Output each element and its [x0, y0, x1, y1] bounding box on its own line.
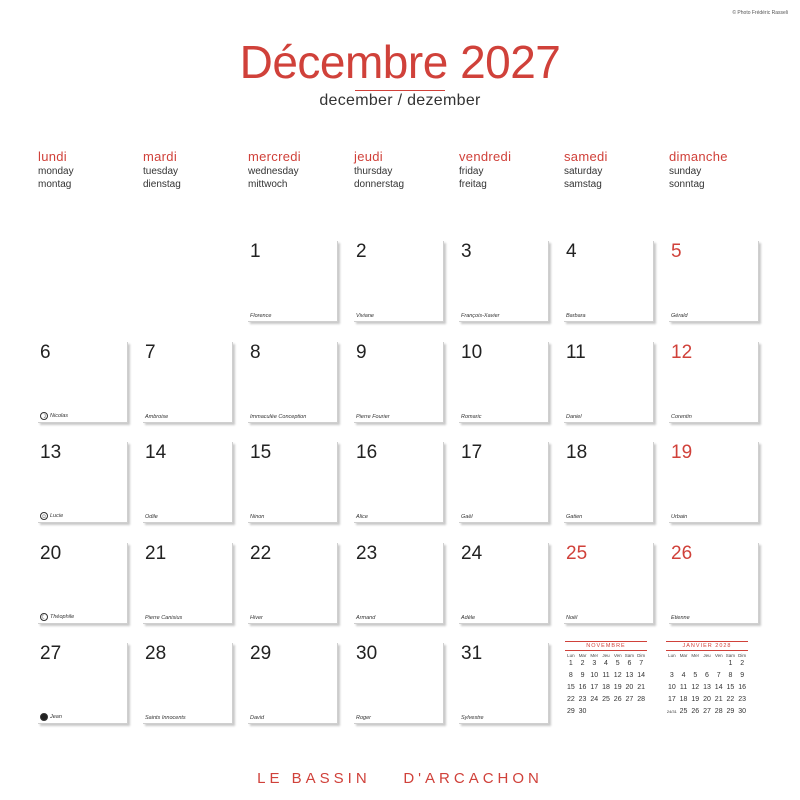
saint-name — [145, 715, 186, 721]
mini-weekday-label: Jeu — [602, 653, 610, 658]
mini-weekday-label: Lun — [567, 653, 575, 658]
saint-name — [461, 313, 500, 319]
mini-day: 25 — [602, 696, 610, 703]
mini-day — [689, 658, 701, 670]
day-number: 18 — [566, 442, 588, 463]
mini-day: 5 — [693, 672, 698, 679]
mini-day: 20 — [625, 684, 634, 691]
mini-calendar-week — [565, 694, 647, 706]
weekday-header-thursday — [354, 149, 454, 191]
day-number: 25 — [566, 543, 588, 564]
saint-label: Saints Innocents — [145, 715, 186, 721]
weekday-fr-label: dimanche — [669, 149, 728, 164]
saint-label: Pierre Fourier — [356, 414, 390, 420]
day-cell[interactable] — [143, 543, 232, 623]
mini-calendar-week — [666, 658, 748, 670]
saint-name — [671, 414, 692, 420]
saint-label: Florence — [250, 313, 272, 319]
saint-name — [671, 615, 690, 621]
weekday-fr-label: vendredi — [459, 149, 512, 164]
weekday-de-label: mittwoch — [248, 179, 288, 190]
day-cell[interactable] — [354, 241, 443, 321]
day-cell[interactable] — [38, 342, 127, 422]
day-cell[interactable] — [459, 442, 548, 522]
mini-day: 8 — [728, 672, 733, 679]
day-number: 12 — [671, 342, 693, 363]
mini-calendar-week — [666, 694, 748, 706]
day-number: 16 — [356, 442, 378, 463]
saint-name — [461, 715, 484, 721]
day-number: 28 — [145, 643, 167, 664]
mini-day: 20 — [703, 696, 711, 703]
day-number: 6 — [40, 342, 51, 363]
page-title: Décembre 2027 — [239, 36, 561, 88]
mini-weekday-label: Sam — [624, 653, 635, 658]
mini-day: 12 — [691, 684, 700, 691]
day-cell[interactable] — [143, 342, 232, 422]
day-cell[interactable] — [669, 342, 758, 422]
saint-label: Corentin — [671, 414, 692, 420]
mini-day: 30 — [738, 708, 747, 715]
mini-calendar-week — [666, 670, 748, 682]
weekday-de-label: montag — [38, 179, 72, 190]
day-box — [38, 342, 128, 423]
mini-day: 26 — [691, 708, 700, 715]
mini-weekday-label: Dim — [637, 653, 646, 658]
saint-label: Daniel — [566, 414, 582, 420]
saint-label: Gérald — [671, 313, 688, 319]
saint-name — [566, 615, 577, 621]
mini-calendar-week — [565, 670, 647, 682]
mini-day: 12 — [613, 672, 622, 679]
saint-label: Noël — [566, 615, 578, 621]
day-number: 31 — [461, 643, 483, 664]
mini-day: 13 — [625, 672, 634, 679]
footer-caption: LE BASSIN D'ARCACHON — [257, 770, 543, 787]
mini-day: 24 — [590, 696, 599, 703]
mini-weekday-label: Mer — [590, 653, 599, 658]
saint-name — [250, 414, 306, 420]
day-box — [354, 241, 444, 322]
mini-day: 28 — [637, 696, 646, 703]
mini-day: 6 — [705, 672, 709, 679]
mini-day: 29 — [726, 708, 735, 715]
mini-day: 30 — [578, 708, 587, 715]
mini-day: 11 — [602, 672, 610, 679]
day-cell[interactable] — [354, 342, 443, 422]
weekday-en-label: monday — [38, 166, 74, 177]
full-moon-icon — [40, 713, 48, 721]
day-box — [248, 342, 338, 423]
mini-day: 13 — [703, 684, 711, 691]
last-quarter-icon: ☾ — [41, 615, 47, 621]
mini-day — [713, 658, 725, 670]
mini-day: 21 — [714, 696, 723, 703]
mini-day: 11 — [679, 684, 688, 691]
day-number: 14 — [145, 442, 167, 463]
saint-name — [356, 414, 390, 420]
saint-name — [461, 615, 475, 621]
saint-name — [671, 313, 688, 319]
day-box — [669, 241, 759, 322]
day-cell[interactable] — [564, 342, 653, 422]
mini-day: 1 — [568, 660, 573, 667]
mini-day — [612, 706, 624, 718]
mini-weekday-label: Jeu — [703, 653, 711, 658]
mini-day — [666, 658, 678, 670]
mini-calendar-week — [565, 658, 647, 670]
mini-day: 8 — [568, 672, 573, 679]
weekday-header-friday — [459, 149, 559, 191]
saint-name — [40, 713, 62, 721]
day-box — [354, 342, 444, 423]
day-number: 27 — [40, 643, 62, 664]
day-box — [564, 241, 654, 322]
day-number: 2 — [356, 241, 367, 262]
saint-label: David — [250, 715, 265, 721]
page-subtitle: december / dezember — [319, 92, 481, 109]
saint-name — [145, 615, 182, 621]
day-number: 20 — [40, 543, 62, 564]
saint-label: Etienne — [671, 615, 690, 621]
day-cell[interactable] — [564, 241, 653, 321]
saint-label: Pierre Canisius — [145, 615, 183, 621]
mini-day: 17 — [667, 696, 676, 703]
mini-day: 16 — [578, 684, 587, 691]
mini-day: 4 — [604, 660, 608, 667]
saint-label: Roger — [356, 715, 371, 721]
weekday-fr-label: lundi — [38, 149, 67, 164]
weekday-en-label: thursday — [354, 166, 393, 177]
saint-name — [40, 512, 63, 520]
day-cell[interactable] — [459, 241, 548, 321]
saint-name — [461, 414, 481, 420]
day-number: 21 — [145, 543, 167, 564]
mini-weekday-label: Mar — [679, 653, 688, 658]
mini-weekday-label: Lun — [668, 653, 676, 658]
mini-day: 1 — [728, 660, 733, 667]
day-cell[interactable] — [38, 442, 127, 522]
weekday-fr-label: samedi — [564, 149, 608, 164]
mini-day: 29 — [566, 708, 575, 715]
day-cell[interactable] — [248, 643, 337, 723]
photo-credit: © Photo Frédéric Rasseli — [732, 10, 788, 16]
saint-name — [145, 414, 168, 420]
day-number: 4 — [566, 241, 577, 262]
weekday-header-monday — [38, 149, 138, 191]
weekday-de-label: dienstag — [143, 179, 181, 190]
day-cell[interactable] — [669, 241, 758, 321]
day-number: 29 — [250, 643, 272, 664]
day-number: 30 — [356, 643, 378, 664]
saint-label: Gatien — [566, 514, 583, 520]
mini-calendar-title: NOVEMBRE — [565, 641, 647, 651]
mini-day: 19 — [613, 684, 622, 691]
day-number: 23 — [356, 543, 378, 564]
mini-day: 6 — [627, 660, 632, 667]
mini-day: 3 — [669, 672, 674, 679]
saint-name — [566, 313, 586, 319]
mini-day: 5 — [615, 660, 620, 667]
saint-name — [250, 514, 264, 520]
new-moon-icon: ☽ — [41, 414, 47, 420]
weekday-en-label: saturday — [564, 166, 603, 177]
day-cell[interactable] — [669, 442, 758, 522]
day-number: 7 — [145, 342, 156, 363]
saint-name — [566, 514, 582, 520]
mini-calendar-title: JANVIER 2028 — [666, 641, 748, 651]
saint-label: Viviane — [356, 313, 374, 319]
weekday-fr-label: jeudi — [354, 149, 383, 164]
mini-weekday-label: Dim — [738, 653, 747, 658]
mini-day — [701, 658, 713, 670]
day-number: 19 — [671, 442, 693, 463]
mini-day: 21 — [637, 684, 646, 691]
saint-label: Armand — [356, 615, 376, 621]
saint-name — [461, 514, 473, 520]
day-cell[interactable] — [248, 442, 337, 522]
saint-label: Hiver — [250, 615, 263, 621]
saint-label: Odile — [145, 514, 158, 520]
day-cell[interactable] — [248, 241, 337, 321]
saint-label: Théophile — [50, 614, 75, 620]
mini-day: 3 — [592, 660, 597, 667]
saint-label: Gaël — [461, 514, 473, 520]
day-number: 9 — [356, 342, 367, 363]
saint-name — [40, 412, 68, 420]
mini-day: 2 — [580, 660, 585, 667]
day-cell[interactable] — [143, 442, 232, 522]
weekday-header-sunday — [669, 149, 769, 191]
weekday-fr-label: mardi — [143, 149, 178, 164]
day-cell[interactable] — [459, 643, 548, 723]
mini-day: 15 — [726, 684, 735, 691]
mini-weekday-label: Ven — [613, 653, 622, 658]
mini-weekday-label: Ven — [714, 653, 723, 658]
day-cell[interactable] — [354, 543, 443, 623]
mini-day: 18 — [602, 684, 610, 691]
weekday-de-label: samstag — [564, 179, 602, 190]
day-number: 11 — [566, 342, 586, 363]
saint-name — [250, 313, 271, 319]
mini-calendar — [565, 641, 647, 718]
mini-day — [678, 658, 690, 670]
day-number: 24 — [461, 543, 483, 564]
saint-label: Adèle — [461, 615, 476, 621]
weekday-en-label: tuesday — [143, 166, 179, 177]
day-number: 10 — [461, 342, 483, 363]
saint-name — [566, 414, 582, 420]
saint-name — [250, 615, 263, 621]
weekday-de-label: donnerstag — [354, 179, 405, 190]
day-number: 22 — [250, 543, 272, 564]
mini-day: 19 — [691, 696, 700, 703]
weekday-de-label: freitag — [459, 179, 487, 190]
saint-label: Ninon — [250, 514, 265, 520]
saint-label: Ambroise — [145, 414, 169, 420]
day-box — [143, 342, 233, 423]
day-cell[interactable] — [248, 543, 337, 623]
saint-label: Lucie — [50, 513, 64, 519]
mini-day: 14 — [637, 672, 646, 679]
mini-calendar-week — [666, 706, 748, 718]
mini-weekday-label: Mar — [578, 653, 587, 658]
mini-day: 26 — [613, 696, 622, 703]
weekday-fr-label: mercredi — [248, 149, 301, 164]
mini-calendar-weekdays — [666, 651, 748, 658]
day-cell[interactable] — [248, 342, 337, 422]
saint-label: Nicolas — [50, 413, 69, 419]
day-cell[interactable] — [38, 543, 127, 623]
mini-calendar-weekdays — [565, 651, 647, 658]
day-number: 1 — [250, 241, 261, 262]
day-number: 3 — [461, 241, 472, 262]
saint-name — [250, 715, 264, 721]
saint-name — [671, 514, 687, 520]
mini-calendar-week — [666, 682, 748, 694]
mini-day — [588, 706, 600, 718]
mini-day: 2 — [740, 660, 745, 667]
day-number: 17 — [461, 442, 483, 463]
saint-name — [145, 514, 158, 520]
day-cell[interactable] — [354, 442, 443, 522]
weekday-de-label: sonntag — [669, 179, 705, 190]
day-cell[interactable] — [354, 643, 443, 723]
mini-day: 4 — [681, 672, 686, 679]
mini-day: 9 — [740, 672, 745, 679]
mini-weekday-label: Mer — [691, 653, 700, 658]
mini-day: 27 — [703, 708, 711, 715]
weekday-en-label: friday — [459, 166, 484, 177]
day-cell[interactable] — [564, 543, 653, 623]
day-cell[interactable] — [38, 643, 127, 723]
mini-weekday-label: Sam — [725, 653, 736, 658]
day-number: 5 — [671, 241, 682, 262]
mini-day — [635, 706, 647, 718]
mini-day: 23 — [738, 696, 747, 703]
mini-calendar-week — [565, 682, 647, 694]
mini-day: 15 — [566, 684, 575, 691]
day-number: 15 — [250, 442, 272, 463]
saint-name — [356, 615, 375, 621]
saint-label: Sylvestre — [461, 715, 484, 721]
saint-label: Romaric — [461, 414, 482, 420]
mini-day: 25 — [679, 708, 688, 715]
day-cell[interactable] — [459, 543, 548, 623]
day-box — [459, 241, 549, 322]
saint-name — [356, 514, 368, 520]
mini-day — [600, 706, 612, 718]
mini-day: 7 — [639, 660, 644, 667]
weekday-header-wednesday — [248, 149, 348, 191]
first-quarter-icon: ☺ — [41, 514, 48, 520]
title-underline — [355, 90, 445, 91]
mini-day: 22 — [566, 696, 575, 703]
mini-day: 18 — [679, 696, 688, 703]
day-cell[interactable] — [143, 643, 232, 723]
day-number: 8 — [250, 342, 261, 363]
weekday-en-label: sunday — [669, 166, 702, 177]
mini-calendar — [666, 641, 748, 718]
mini-calendar-week — [565, 706, 647, 718]
weekday-header-tuesday — [143, 149, 243, 191]
saint-label: Barbara — [566, 313, 586, 319]
day-number: 13 — [40, 442, 62, 463]
saint-label: Alice — [356, 514, 368, 520]
mini-day: 14 — [714, 684, 723, 691]
mini-day: 27 — [625, 696, 634, 703]
mini-day: 9 — [580, 672, 585, 679]
mini-day: 7 — [716, 672, 721, 679]
day-number: 26 — [671, 543, 693, 564]
mini-day: 10 — [590, 672, 599, 679]
saint-label: Jean — [50, 714, 62, 720]
mini-day: 23 — [578, 696, 587, 703]
saint-label: Urbain — [671, 514, 688, 520]
mini-day: 22 — [726, 696, 735, 703]
day-cell[interactable] — [669, 543, 758, 623]
mini-day — [624, 706, 636, 718]
mini-day: 16 — [738, 684, 747, 691]
mini-day: 10 — [667, 684, 676, 691]
weekday-en-label: wednesday — [248, 166, 299, 177]
day-cell[interactable] — [564, 442, 653, 522]
saint-name — [356, 715, 371, 721]
mini-day: 28 — [714, 708, 723, 715]
saint-name — [356, 313, 374, 319]
mini-day: 17 — [590, 684, 599, 691]
day-box — [248, 241, 338, 322]
day-cell[interactable] — [459, 342, 548, 422]
weekday-header-saturday — [564, 149, 664, 191]
mini-day: 24/31 — [666, 709, 677, 714]
saint-label: Immaculée Conception — [250, 414, 307, 420]
saint-name — [40, 613, 74, 621]
saint-label: François-Xavier — [461, 313, 500, 319]
